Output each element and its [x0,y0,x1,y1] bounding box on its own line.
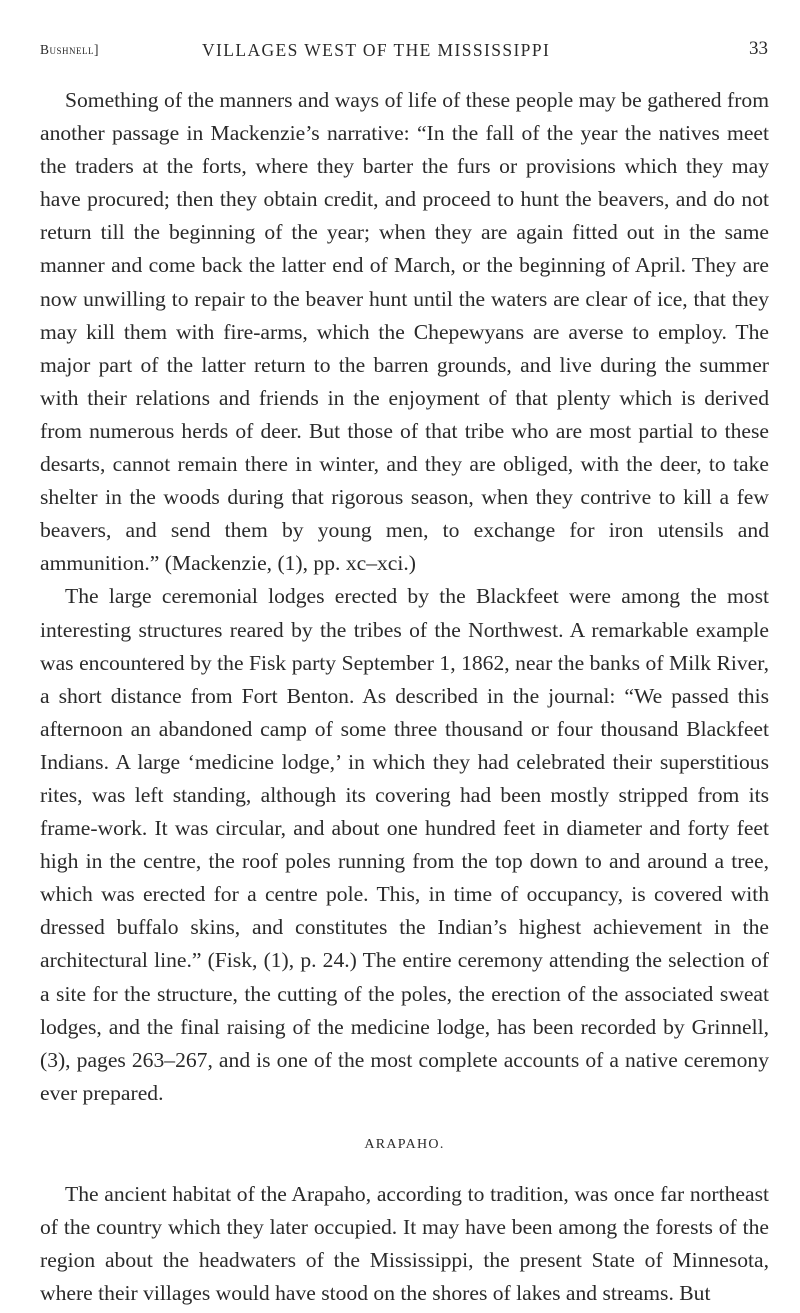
running-head-title: VILLAGES WEST OF THE MISSISSIPPI [202,40,551,60]
page-number: 33 [749,38,768,59]
running-head [40,40,768,64]
paragraph-arapaho-habitat: The ancient habitat of the Arapaho, according to tradition, was once far northeast of the country which they later occupied. It may have been among the forests of the region about the headwaters of the Mississippi, the present State of Minnesota, where their villages would have stood on the shores of lakes and streams. But [40,1181,769,1306]
paragraph-blackfeet-lodges: The large ceremonial lodges erected by the Blackfeet were among the most interesting structures reared by the tribes of the Northwest. A remarkable example was encountered by the Fisk party September 1, 1862, near the banks of Milk River, a short distance from Fort Benton. As described in the journal: “We passed this afternoon an abandoned camp of some three thousand or four thousand Blackfeet Indians. A large ‘medicine lodge,’ in which they had celebrated their superstitious rites, was left standing, although its covering had been mostly stripped from its frame-work. It was circular, and about one hundred feet in diameter and forty feet high in the centre, the roof poles running from the top down to and around a tree, which was erected for a centre pole. This, in time of occupancy, is covered with dressed buffalo skins, and constitutes the Indian’s highest achievement in the architectural line.” (Fisk, (1), p. 24.) The entire ceremony attending the selection of a site for the structure, the cutting of the poles, the erection of the associated sweat lodges, and the final raising of the medicine lodge, has been recorded by Grinnell, (3), pages 263–267, and is one of the most complete accounts of a native ceremony ever prepared. [40,584,769,1105]
section-heading-arapaho: ARAPAHO. [364,1136,445,1152]
paragraph-mackenzie-quote: Something of the manners and ways of life of these people may be gathered from another passage in Mackenzie’s narrative: “In the fall of the year the natives meet the traders at the forts, where they barter the furs or provisions which they may have procured; then they obtain credit, and proceed to hunt the beavers, and do not return till the beginning of the year; when they are again fitted out in the same manner and come back the latter end of March, or the beginning of April. They are now unwilling to repair to the beaver hunt until the waters are clear of ice, that they may kill them with fire-arms, which the Chepewyans are averse to employ. The major part of the latter return to the barren grounds, and live during the summer with their relations and friends in the enjoyment of that plenty which is derived from numerous herds of deer. But those of that tribe who are most partial to these desarts, cannot remain there in winter, and they are obliged, with the deer, to take shelter in the woods during that rigorous season, when they contrive to kill a few beavers, and send them by young men, to exchange for iron utensils and ammunition.” (Mackenzie, (1), pp. xc–xci.) [40,88,769,576]
body-text [40,84,769,1310]
running-head-author: Bushnell] [40,42,99,57]
